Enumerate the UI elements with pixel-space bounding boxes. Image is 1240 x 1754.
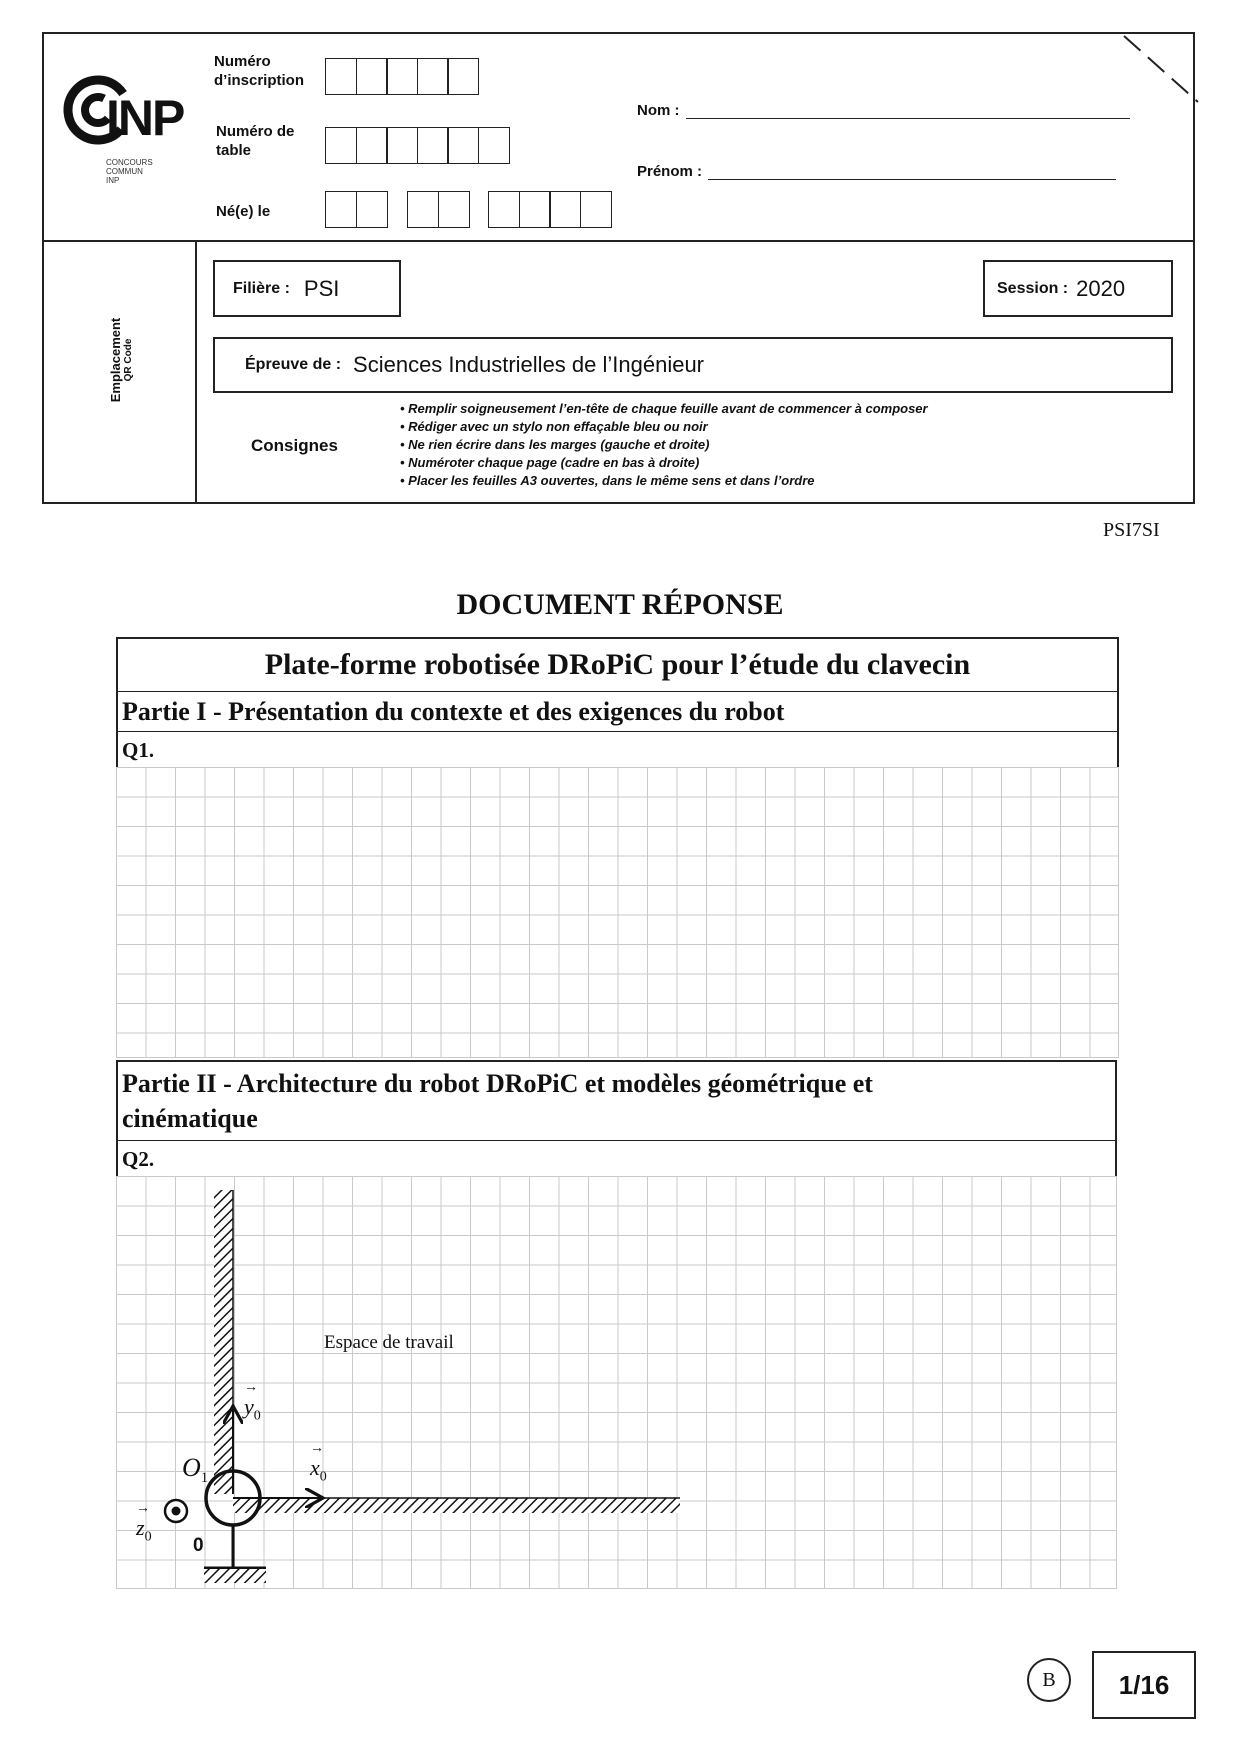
digit-box[interactable] [549, 191, 581, 228]
consignes-label: Consignes [251, 436, 338, 455]
logo-subtext-line: COMMUN [106, 167, 143, 176]
consigne-item: • Remplir soigneusement l’en-tête de chaque feuille avant de commencer à composer [400, 401, 928, 416]
z0-axis-dot [172, 1507, 181, 1516]
numero-inscription-label: Numéro d’inscription [214, 53, 304, 89]
prenom-field[interactable] [637, 163, 1116, 180]
session-label: Session : [997, 279, 1069, 297]
prenom-line[interactable] [708, 165, 1116, 180]
numero-inscription-boxes[interactable] [325, 58, 478, 95]
qr-label-1: Emplacement [108, 317, 123, 403]
x0-letter: x [310, 1455, 320, 1480]
digit-box[interactable] [356, 58, 388, 95]
consigne-item: • Ne rien écrire dans les marges (gauche et droite) [400, 437, 710, 452]
session-box [983, 260, 1173, 317]
birth-day-boxes[interactable] [325, 191, 386, 228]
digit-box[interactable] [519, 191, 551, 228]
subject-code: PSI7SI [1103, 519, 1160, 541]
y0-subscript: 0 [253, 1408, 261, 1424]
main-title: Plate-forme robotisée DRoPiC pour l’étude du clavecin [264, 648, 971, 681]
horizontal-wall-hatch [233, 1498, 680, 1513]
digit-box[interactable] [386, 58, 418, 95]
base-ground-hatch [204, 1569, 266, 1583]
z0-letter: z [136, 1515, 145, 1540]
nom-field[interactable] [637, 102, 1130, 119]
filiere-label: Filière : [233, 279, 290, 297]
birth-month-boxes[interactable] [407, 191, 468, 228]
digit-box[interactable] [417, 58, 449, 95]
logo-subtext-line: INP [106, 176, 120, 185]
origin-letter: O [182, 1453, 201, 1482]
vector-arrow-icon: → [244, 1380, 258, 1395]
vertical-wall-hatch [214, 1190, 233, 1494]
origin-label [182, 1453, 208, 1487]
digit-box[interactable] [386, 127, 418, 164]
y0-letter: y [244, 1394, 254, 1419]
digit-box[interactable] [356, 191, 388, 228]
partie1-title: Partie I - Présentation du contexte et des exigences du robot [118, 691, 1117, 731]
birth-year-boxes[interactable] [488, 191, 610, 228]
header-divider [42, 240, 1195, 242]
digit-box[interactable] [488, 191, 520, 228]
digit-box[interactable] [478, 127, 510, 164]
logo-text: INP [106, 90, 184, 146]
epreuve-label: Épreuve de : [245, 356, 342, 373]
partie2-title-line2: cinématique [122, 1104, 258, 1133]
filiere-box [213, 260, 401, 317]
digit-box[interactable] [438, 191, 470, 228]
digit-box[interactable] [447, 58, 479, 95]
partie2-title-line1: Partie II - Architecture du robot DRoPiC et modèles géométrique et [122, 1069, 873, 1098]
digit-box[interactable] [325, 127, 357, 164]
logo-subtext [106, 158, 153, 185]
partie1-table [116, 637, 1119, 769]
digit-box[interactable] [417, 127, 449, 164]
origin-subscript: 1 [200, 1470, 209, 1487]
consigne-item: • Numéroter chaque page (cadre en bas à droite) [400, 455, 700, 470]
page-number-box: 1/16 [1092, 1651, 1196, 1719]
q2-label: Q2. [118, 1140, 1115, 1176]
digit-box[interactable] [407, 191, 439, 228]
digit-box[interactable] [325, 58, 357, 95]
digit-box[interactable] [447, 127, 479, 164]
solid-0-label: 0 [193, 1535, 204, 1556]
session-value: 2020 [1076, 275, 1126, 301]
digit-box[interactable] [580, 191, 612, 228]
vector-arrow-icon: → [310, 1441, 324, 1456]
partie2-title [118, 1062, 1115, 1140]
x0-label [310, 1441, 327, 1485]
consigne-item: • Rédiger avec un stylo non effaçable bleu ou noir [400, 419, 708, 434]
numero-table-label: Numéro de table [216, 123, 295, 159]
consignes-list [400, 400, 1160, 490]
ne-le-label: Né(e) le [216, 203, 271, 220]
qr-label-2: QR Code [123, 338, 134, 382]
prenom-label: Prénom : [637, 163, 703, 180]
numero-table-boxes[interactable] [325, 127, 508, 164]
qr-divider [195, 240, 197, 504]
x0-subscript: 0 [319, 1469, 327, 1485]
partie2-table [116, 1060, 1117, 1178]
nom-line[interactable] [686, 104, 1130, 119]
nom-label: Nom : [637, 102, 680, 119]
z0-subscript: 0 [144, 1529, 152, 1545]
logo-subtext-line: CONCOURS [106, 158, 153, 167]
epreuve-value: Sciences Industrielles de l’Ingénieur [353, 352, 705, 377]
z0-label [136, 1501, 152, 1545]
robot-workspace-figure [116, 1176, 1117, 1589]
q1-label: Q1. [118, 731, 1117, 767]
workspace-label: Espace de travail [324, 1332, 454, 1353]
epreuve-box [213, 337, 1173, 393]
inp-logo [60, 72, 200, 192]
y0-label [244, 1380, 261, 1424]
qr-code-placeholder [108, 290, 148, 430]
filiere-value: PSI [303, 275, 340, 301]
corner-mark-icon [1120, 32, 1200, 104]
digit-box[interactable] [325, 191, 357, 228]
digit-box[interactable] [356, 127, 388, 164]
q1-answer-grid[interactable] [116, 767, 1119, 1058]
consigne-item: • Placer les feuilles A3 ouvertes, dans le même sens et dans l’ordre [400, 473, 815, 488]
document-title: DOCUMENT RÉPONSE [456, 588, 784, 621]
vector-arrow-icon: → [136, 1501, 150, 1516]
version-badge: B [1027, 1658, 1071, 1702]
